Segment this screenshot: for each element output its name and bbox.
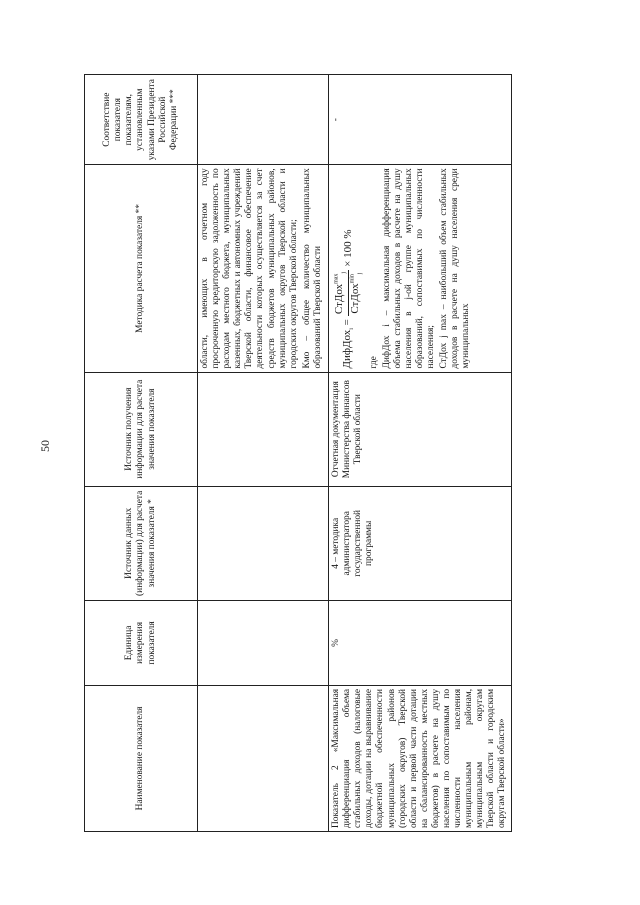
table-row-continuation (198, 75, 329, 832)
cell-unit: % (329, 600, 512, 685)
formula-fraction: СтДох$^{max}_j$ СтДох$^{min}_j$ (333, 271, 364, 315)
page-number: 50 (38, 440, 52, 452)
header-indicator-name: Наименование показателя (85, 685, 198, 831)
table-row-indicator-2 (329, 75, 512, 832)
cell-empty (198, 600, 329, 685)
continuation-text-2: Кмо – общее количество муниципальных образований Тверской области (301, 168, 323, 369)
cell-methodology-continuation (198, 165, 329, 372)
cell-indicator-name: Показатель 2 «Максимальная дифференциация объема стабильных доходов (налоговые доходы, дотации на выравнивание бюджетной обеспеченности муниципальных районов (городских округов) Тверской области и первой части дотации на сбалансированность местных бюджетов) в расчете на душу населения по сопоставимым по численности населения муниципальным районам, муниципальным округам Тверской области и городским округам Тверской области» (329, 685, 512, 831)
cell-empty (198, 685, 329, 831)
continuation-text-1: области, имеющих в отчетном году просроченную кредиторскую задолженность по расходам местного бюджета, муниципальных казенных, бюджетных и автономных учреждений Тверской области, финансовое обеспечение деятельности которых осуществляется за счет средств бюджетов муниципальных районов, муниципальных округов Тверской области и городских округов Тверской области; (200, 168, 299, 369)
formula-definition-2: СтДох j max – наибольший объем стабильных доходов в расчете на душу населения среди муниципальных (439, 168, 472, 369)
cell-empty (198, 486, 329, 600)
formula-where: где (368, 356, 379, 369)
header-methodology: Методика расчета показателя ** (85, 165, 198, 372)
header-info-source: Источник получения информации для расчета значения показателя (85, 372, 198, 486)
cell-methodology (329, 165, 512, 372)
cell-info-source: Отчетная документация Министерства финансов Тверской области (329, 372, 512, 486)
cell-empty (198, 75, 329, 165)
table-header-row (85, 75, 198, 832)
cell-compliance: - (329, 75, 512, 165)
header-compliance: Соответствие показателя показателям, установленным указами Президента Российской Федерации *** (85, 75, 198, 165)
formula: ДифДох$_i$ = СтДох$^{max}_j$ СтДох$^{min}_j$ × 100 % (333, 229, 364, 369)
indicator-table (84, 74, 512, 832)
header-unit: Единица измерения показателя (85, 600, 198, 685)
rotated-table-container (84, 74, 542, 832)
cell-empty (198, 372, 329, 486)
header-data-source: Источник данных (информации) для расчета значения показателя * (85, 486, 198, 600)
cell-data-source: 4 – методика администратора государственной программы (329, 486, 512, 600)
formula-definition-1: ДифДох i – максимальная дифференциация объема стабильных доходов в расчете на душу населения в j-ой группе муниципальных образований, сопоставимых по численности населения; (381, 168, 437, 369)
